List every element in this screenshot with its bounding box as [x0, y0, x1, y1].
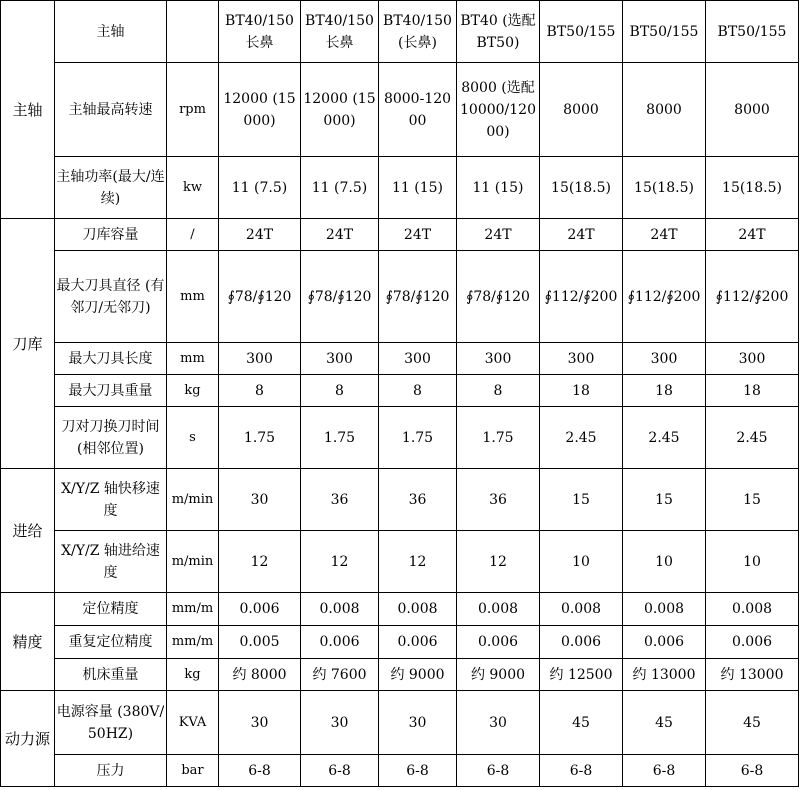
spec-value: 18 — [623, 375, 706, 407]
spec-item-label: X/Y/Z 轴快移速度 — [55, 469, 167, 531]
spec-item-label: 刀库容量 — [55, 219, 167, 251]
spec-value: 30 — [379, 691, 457, 755]
spec-value: 15 — [540, 469, 623, 531]
spec-unit: m/min — [167, 469, 219, 531]
spec-unit — [167, 1, 219, 63]
spec-value: 0.008 — [457, 593, 540, 626]
spec-item-label: 定位精度 — [55, 593, 167, 626]
spec-value: 8000 (选配 10000/12000) — [457, 63, 540, 157]
spec-unit: mm — [167, 251, 219, 343]
spec-value: 6-8 — [301, 755, 379, 787]
spec-value: BT40/150 长鼻 — [301, 1, 379, 63]
table-row — [1, 691, 799, 755]
spec-value: 300 — [623, 343, 706, 375]
spec-value: 8000 — [540, 63, 623, 157]
spec-value: ∮112/∮200 — [540, 251, 623, 343]
spec-value: 6-8 — [623, 755, 706, 787]
spec-value: 36 — [379, 469, 457, 531]
table-row — [1, 593, 799, 626]
spec-value: 12 — [379, 531, 457, 593]
spec-value: 6-8 — [219, 755, 301, 787]
group-label-spindle: 主轴 — [1, 1, 55, 219]
spec-value: 11 (15) — [457, 157, 540, 219]
spec-value: 0.008 — [623, 593, 706, 626]
spec-value: 0.008 — [301, 593, 379, 626]
spec-value: BT50/155 — [540, 1, 623, 63]
spec-unit: kg — [167, 375, 219, 407]
spec-value: 24T — [457, 219, 540, 251]
spec-value: ∮78/∮120 — [219, 251, 301, 343]
spec-value: 0.005 — [219, 626, 301, 659]
spec-value: 300 — [540, 343, 623, 375]
spec-value: 30 — [301, 691, 379, 755]
spec-value: ∮78/∮120 — [379, 251, 457, 343]
spec-unit: s — [167, 407, 219, 469]
spec-value: 15 — [706, 469, 799, 531]
spec-value: 300 — [219, 343, 301, 375]
spec-value: 8 — [379, 375, 457, 407]
table-row — [1, 755, 799, 787]
table-row — [1, 469, 799, 531]
spec-value: 10 — [540, 531, 623, 593]
spec-value: ∮78/∮120 — [301, 251, 379, 343]
spec-value: 2.45 — [706, 407, 799, 469]
spec-value: BT40/150 (长鼻) — [379, 1, 457, 63]
spec-value: 300 — [379, 343, 457, 375]
spec-value: 24T — [219, 219, 301, 251]
spec-value: 45 — [540, 691, 623, 755]
spec-item-label: 电源容量 (380V/50HZ) — [55, 691, 167, 755]
spec-value: 300 — [301, 343, 379, 375]
spec-value: 300 — [457, 343, 540, 375]
table-row — [1, 659, 799, 691]
table-row — [1, 375, 799, 407]
group-label-precision: 精度 — [1, 593, 55, 691]
spec-value: 约 9000 — [379, 659, 457, 691]
spec-item-label: 压力 — [55, 755, 167, 787]
spec-value: BT50/155 — [623, 1, 706, 63]
table-row — [1, 1, 799, 63]
spec-item-label: 主轴 — [55, 1, 167, 63]
spec-value: 12 — [301, 531, 379, 593]
spec-value: 8000 — [706, 63, 799, 157]
spec-value: 0.006 — [457, 626, 540, 659]
spec-value: 0.006 — [219, 593, 301, 626]
spec-value: 1.75 — [457, 407, 540, 469]
table-row — [1, 343, 799, 375]
spec-value: 0.006 — [540, 626, 623, 659]
spec-value: ∮112/∮200 — [706, 251, 799, 343]
spec-value: 11 (15) — [379, 157, 457, 219]
spec-value: BT40/150 长鼻 — [219, 1, 301, 63]
spec-item-label: 主轴最高转速 — [55, 63, 167, 157]
spec-value: 12 — [457, 531, 540, 593]
spec-value: 15(18.5) — [623, 157, 706, 219]
spec-item-label: 刀对刀换刀时间 (相邻位置) — [55, 407, 167, 469]
spec-value: 0.006 — [706, 626, 799, 659]
spec-unit: KVA — [167, 691, 219, 755]
spec-value: 18 — [706, 375, 799, 407]
spec-value: 约 9000 — [457, 659, 540, 691]
spec-value: 1.75 — [219, 407, 301, 469]
spec-value: 24T — [379, 219, 457, 251]
spec-value: 0.006 — [623, 626, 706, 659]
spec-value: BT40 (选配 BT50) — [457, 1, 540, 63]
spec-item-label: 重复定位精度 — [55, 626, 167, 659]
spec-value: 15 — [623, 469, 706, 531]
spec-unit: mm/m — [167, 626, 219, 659]
spec-value: 12 — [219, 531, 301, 593]
spec-item-label: 最大刀具直径 (有邻刀/无邻刀) — [55, 251, 167, 343]
spec-value: 约 13000 — [706, 659, 799, 691]
table-row — [1, 219, 799, 251]
spec-value: 8 — [301, 375, 379, 407]
spec-value: 24T — [540, 219, 623, 251]
spec-unit: mm/m — [167, 593, 219, 626]
spec-value: 300 — [706, 343, 799, 375]
spec-value: 24T — [301, 219, 379, 251]
table-row — [1, 63, 799, 157]
spec-value: 0.008 — [379, 593, 457, 626]
spec-value: 45 — [623, 691, 706, 755]
spec-value: 0.006 — [301, 626, 379, 659]
spec-unit: rpm — [167, 63, 219, 157]
spec-value: 6-8 — [457, 755, 540, 787]
spec-value: ∮112/∮200 — [623, 251, 706, 343]
spec-value: ∮78/∮120 — [457, 251, 540, 343]
spec-unit: m/min — [167, 531, 219, 593]
spec-unit: bar — [167, 755, 219, 787]
spec-value: 18 — [540, 375, 623, 407]
table-row — [1, 251, 799, 343]
spec-value: 11 (7.5) — [219, 157, 301, 219]
spec-value: 2.45 — [623, 407, 706, 469]
spec-unit: kw — [167, 157, 219, 219]
spec-value: 10 — [706, 531, 799, 593]
spec-value: 1.75 — [301, 407, 379, 469]
table-row — [1, 157, 799, 219]
spec-value: 36 — [301, 469, 379, 531]
spec-value: 1.75 — [379, 407, 457, 469]
table-row — [1, 626, 799, 659]
spec-value: 0.008 — [706, 593, 799, 626]
spec-value: 45 — [706, 691, 799, 755]
spec-value: 12000 (15000) — [219, 63, 301, 157]
spec-item-label: 主轴功率(最大/连续) — [55, 157, 167, 219]
spec-value: 24T — [706, 219, 799, 251]
spec-item-label: X/Y/Z 轴进给速度 — [55, 531, 167, 593]
spec-value: 8 — [457, 375, 540, 407]
spec-value: 6-8 — [706, 755, 799, 787]
spec-value: 30 — [219, 469, 301, 531]
spec-value: 约 8000 — [219, 659, 301, 691]
spec-value: 2.45 — [540, 407, 623, 469]
spec-value: 8 — [219, 375, 301, 407]
spec-unit: mm — [167, 343, 219, 375]
spec-value: BT50/155 — [706, 1, 799, 63]
spec-value: 8000 — [623, 63, 706, 157]
spec-value: 0.008 — [540, 593, 623, 626]
spec-value: 约 7600 — [301, 659, 379, 691]
spec-unit: / — [167, 219, 219, 251]
spec-value: 11 (7.5) — [301, 157, 379, 219]
spec-value: 6-8 — [540, 755, 623, 787]
spec-value: 约 12500 — [540, 659, 623, 691]
group-label-magazine: 刀库 — [1, 219, 55, 469]
spec-value: 12000 (15000) — [301, 63, 379, 157]
spec-item-label: 最大刀具长度 — [55, 343, 167, 375]
spec-value: 30 — [219, 691, 301, 755]
spec-value: 约 13000 — [623, 659, 706, 691]
spec-item-label: 机床重量 — [55, 659, 167, 691]
spec-unit: kg — [167, 659, 219, 691]
spec-value: 30 — [457, 691, 540, 755]
spec-value: 10 — [623, 531, 706, 593]
spec-value: 15(18.5) — [540, 157, 623, 219]
spec-value: 15(18.5) — [706, 157, 799, 219]
spec-value: 0.006 — [379, 626, 457, 659]
spec-item-label: 最大刀具重量 — [55, 375, 167, 407]
group-label-feed: 进给 — [1, 469, 55, 593]
spec-value: 6-8 — [379, 755, 457, 787]
table-row — [1, 407, 799, 469]
group-label-power: 动力源 — [1, 691, 55, 787]
spec-value: 8000-12000 — [379, 63, 457, 157]
spec-value: 24T — [623, 219, 706, 251]
spec-value: 36 — [457, 469, 540, 531]
table-row — [1, 531, 799, 593]
